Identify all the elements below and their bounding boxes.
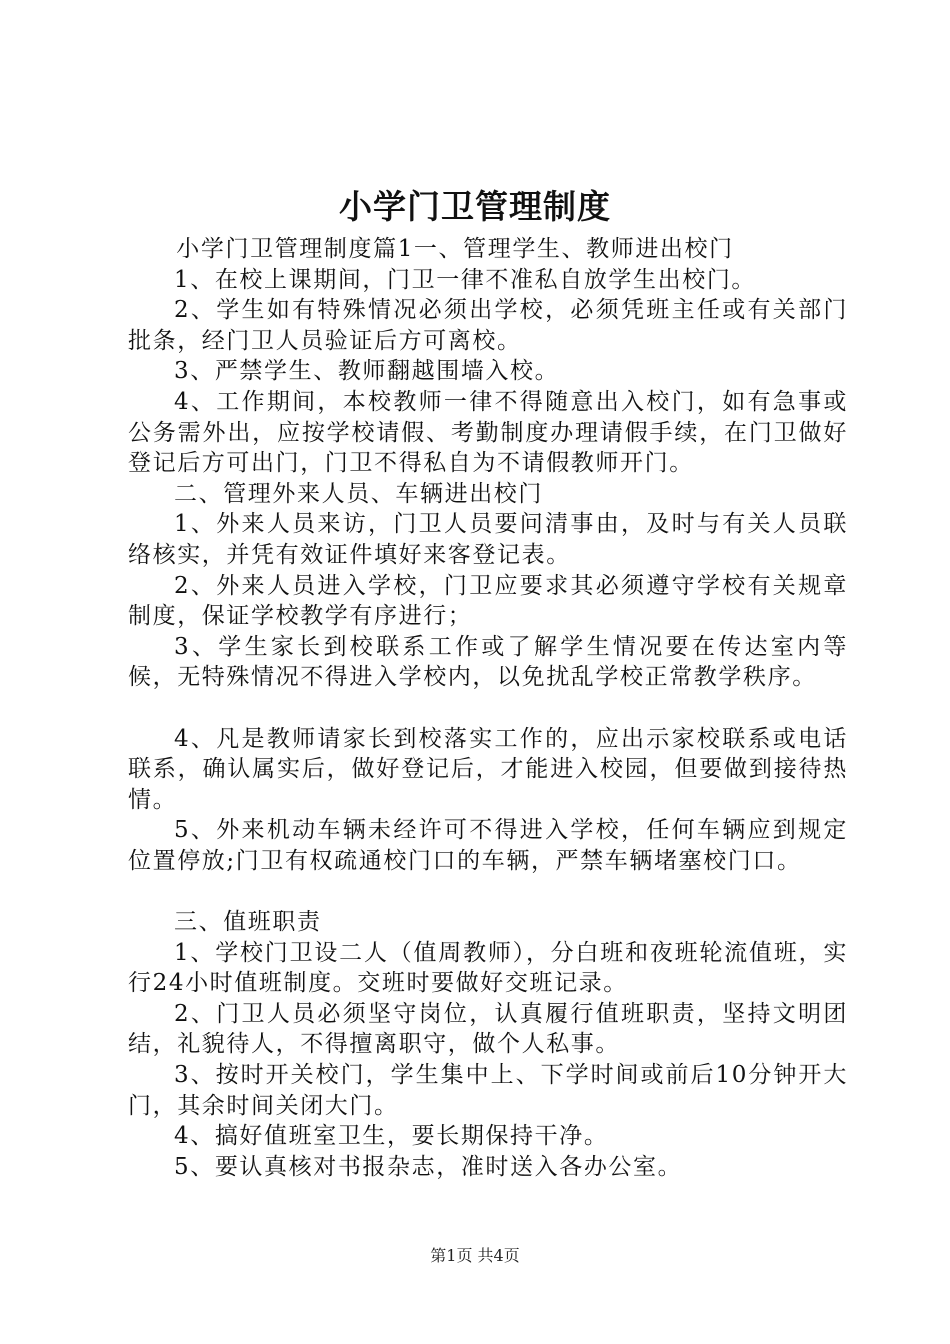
paragraph-2-1: 1、外来人员来访，门卫人员要问清事由，及时与有关人员联络核实，并凭有效证件填好来客登记表。	[128, 511, 848, 568]
paragraph-2-5: 5、外来机动车辆未经许可不得进入学校，任何车辆应到规定位置停放;门卫有权疏通校门口的车辆，严禁车辆堵塞校门口。	[128, 817, 848, 874]
paragraph-section-3-heading: 三、值班职责	[174, 909, 322, 936]
paragraph-section-2-heading: 二、管理外来人员、车辆进出校门	[174, 480, 543, 507]
paragraph-3-1: 1、学校门卫设二人（值周教师），分白班和夜班轮流值班，实行24小时值班制度。交班时要做好交班记录。	[128, 939, 848, 997]
paragraph-2-2: 2、外来人员进入学校，门卫应要求其必须遵守学校有关规章制度，保证学校教学有序进行；	[128, 572, 848, 630]
paragraph-1-1: 1、在校上课期间，门卫一律不准私自放学生出校门。	[174, 266, 757, 293]
paragraph-3-3: 3、按时开关校门，学生集中上、下学时间或前后10分钟开大门，其余时间关闭大门。	[128, 1062, 848, 1119]
paragraph-3-4: 4、搞好值班室卫生，要长期保持干净。	[174, 1123, 609, 1150]
paragraph-2-4: 4、凡是教师请家长到校落实工作的，应出示家校联系或电话联系，确认属实后，做好登记后，才能进入校园，但要做到接待热情。	[128, 725, 848, 813]
paragraph-3-2: 2、门卫人员必须坚守岗位，认真履行值班职责，坚持文明团结，礼貌待人，不得擅离职守，做个人私事。	[128, 1000, 848, 1058]
page-number-footer: 第1页 共4页	[430, 1246, 520, 1265]
paragraph-1-4: 4、工作期间，本校教师一律不得随意出入校门，如有急事或公务需外出，应按学校请假、考勤制度办理请假手续，在门卫做好登记后方可出门，门卫不得私自为不请假教师开门。	[128, 388, 848, 477]
paragraph-section-1-heading: 小学门卫管理制度篇1一、管理学生、教师进出校门	[176, 236, 734, 262]
document-body	[128, 234, 848, 1182]
paragraph-3-5: 5、要认真核对书报杂志，准时送入各办公室。	[174, 1153, 683, 1180]
document-title: 小学门卫管理制度	[339, 187, 611, 226]
paragraph-1-2: 2、学生如有特殊情况必须出学校，必须凭班主任或有关部门批条，经门卫人员验证后方可离校。	[128, 297, 848, 354]
paragraph-1-3: 3、严禁学生、教师翻越围墙入校。	[174, 358, 560, 385]
paragraph-2-3: 3、学生家长到校联系工作或了解学生情况要在传达室内等候，无特殊情况不得进入学校内，以免扰乱学校正常教学秩序。	[128, 633, 848, 691]
